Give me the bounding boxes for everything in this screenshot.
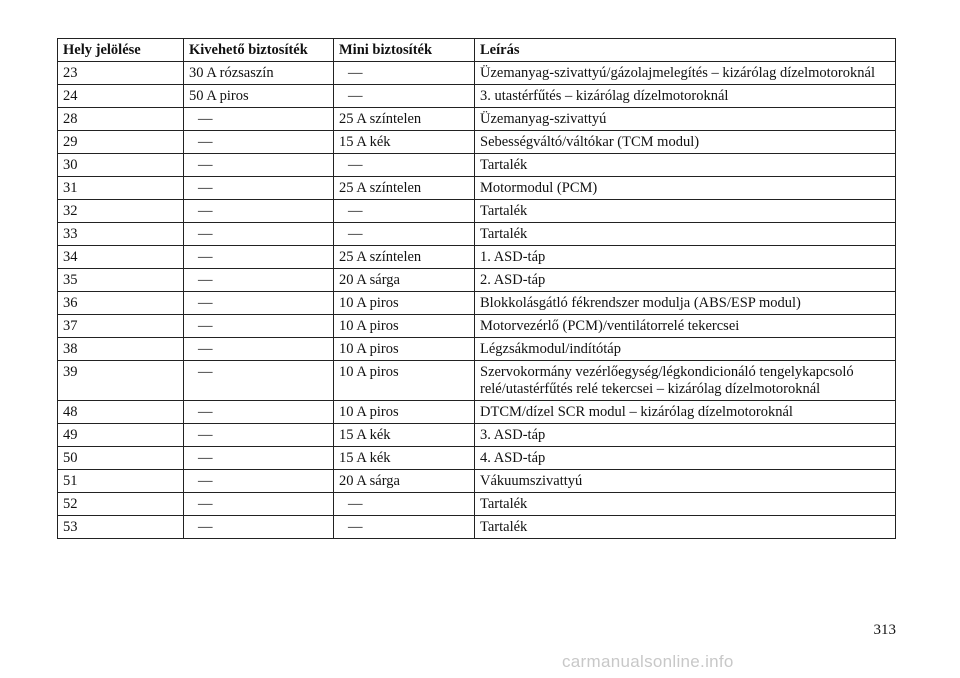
cartridge-fuse-cell: —	[184, 108, 334, 131]
description-cell: Tartalék	[475, 493, 896, 516]
location-cell: 49	[58, 424, 184, 447]
header-location: Hely jelölése	[58, 39, 184, 62]
cartridge-fuse-cell: —	[184, 401, 334, 424]
page-number: 313	[873, 622, 896, 638]
mini-fuse-cell: —	[334, 200, 475, 223]
mini-fuse-cell: 10 A piros	[334, 315, 475, 338]
mini-fuse-cell: —	[334, 223, 475, 246]
cartridge-fuse-cell: —	[184, 200, 334, 223]
location-cell: 29	[58, 131, 184, 154]
description-cell: Szervokormány vezérlőegység/légkondicionáló tengelykapcsoló relé/utastérfűtés relé tekercsei – kizárólag dízelmotoroknál	[475, 361, 896, 401]
location-cell: 50	[58, 447, 184, 470]
table-row	[58, 200, 896, 223]
cartridge-fuse-cell: —	[184, 516, 334, 539]
mini-fuse-cell: 10 A piros	[334, 338, 475, 361]
mini-fuse-cell: —	[334, 62, 475, 85]
mini-fuse-cell: 25 A színtelen	[334, 177, 475, 200]
mini-fuse-cell: —	[334, 85, 475, 108]
location-cell: 23	[58, 62, 184, 85]
mini-fuse-cell: 20 A sárga	[334, 269, 475, 292]
table-row	[58, 269, 896, 292]
mini-fuse-cell: 15 A kék	[334, 131, 475, 154]
cartridge-fuse-cell: —	[184, 154, 334, 177]
mini-fuse-cell: 10 A piros	[334, 292, 475, 315]
table-row	[58, 338, 896, 361]
description-cell: 2. ASD-táp	[475, 269, 896, 292]
description-cell: Tartalék	[475, 516, 896, 539]
description-cell: 3. ASD-táp	[475, 424, 896, 447]
header-cartridge-fuse: Kivehető biztosíték	[184, 39, 334, 62]
table-row	[58, 292, 896, 315]
table-row	[58, 401, 896, 424]
location-cell: 53	[58, 516, 184, 539]
table-row	[58, 223, 896, 246]
cartridge-fuse-cell: —	[184, 246, 334, 269]
location-cell: 52	[58, 493, 184, 516]
location-cell: 36	[58, 292, 184, 315]
header-mini-fuse: Mini biztosíték	[334, 39, 475, 62]
cartridge-fuse-cell: —	[184, 315, 334, 338]
mini-fuse-cell: —	[334, 154, 475, 177]
table-row	[58, 62, 896, 85]
table-body	[58, 62, 896, 539]
location-cell: 35	[58, 269, 184, 292]
location-cell: 30	[58, 154, 184, 177]
description-cell: Tartalék	[475, 200, 896, 223]
description-cell: 3. utastérfűtés – kizárólag dízelmotoroknál	[475, 85, 896, 108]
description-cell: 1. ASD-táp	[475, 246, 896, 269]
table-row	[58, 131, 896, 154]
mini-fuse-cell: —	[334, 516, 475, 539]
location-cell: 38	[58, 338, 184, 361]
location-cell: 32	[58, 200, 184, 223]
mini-fuse-cell: 25 A színtelen	[334, 108, 475, 131]
cartridge-fuse-cell: —	[184, 361, 334, 401]
table-row	[58, 315, 896, 338]
description-cell: Légzsákmodul/indítótáp	[475, 338, 896, 361]
table-row	[58, 424, 896, 447]
cartridge-fuse-cell: —	[184, 292, 334, 315]
description-cell: Blokkolásgátló fékrendszer modulja (ABS/ESP modul)	[475, 292, 896, 315]
cartridge-fuse-cell: —	[184, 269, 334, 292]
table-row	[58, 108, 896, 131]
cartridge-fuse-cell: —	[184, 424, 334, 447]
mini-fuse-cell: 15 A kék	[334, 424, 475, 447]
table-row	[58, 177, 896, 200]
cartridge-fuse-cell: —	[184, 470, 334, 493]
description-cell: Vákuumszivattyú	[475, 470, 896, 493]
cartridge-fuse-cell: —	[184, 493, 334, 516]
cartridge-fuse-cell: —	[184, 131, 334, 154]
header-description: Leírás	[475, 39, 896, 62]
table-row	[58, 154, 896, 177]
mini-fuse-cell: —	[334, 493, 475, 516]
location-cell: 33	[58, 223, 184, 246]
location-cell: 39	[58, 361, 184, 401]
cartridge-fuse-cell: 30 A rózsaszín	[184, 62, 334, 85]
cartridge-fuse-cell: —	[184, 223, 334, 246]
location-cell: 24	[58, 85, 184, 108]
description-cell: DTCM/dízel SCR modul – kizárólag dízelmotoroknál	[475, 401, 896, 424]
location-cell: 48	[58, 401, 184, 424]
location-cell: 51	[58, 470, 184, 493]
table-row	[58, 246, 896, 269]
description-cell: Motorvezérlő (PCM)/ventilátorrelé tekercsei	[475, 315, 896, 338]
table-row	[58, 447, 896, 470]
table-row	[58, 493, 896, 516]
description-cell: 4. ASD-táp	[475, 447, 896, 470]
description-cell: Tartalék	[475, 223, 896, 246]
table-row	[58, 85, 896, 108]
fuse-table	[57, 38, 896, 539]
cartridge-fuse-cell: —	[184, 338, 334, 361]
description-cell: Üzemanyag-szivattyú	[475, 108, 896, 131]
description-cell: Motormodul (PCM)	[475, 177, 896, 200]
table-row	[58, 361, 896, 401]
table-header-row	[58, 39, 896, 62]
table-row	[58, 470, 896, 493]
mini-fuse-cell: 25 A színtelen	[334, 246, 475, 269]
table-row	[58, 516, 896, 539]
cartridge-fuse-cell: —	[184, 177, 334, 200]
description-cell: Üzemanyag-szivattyú/gázolajmelegítés – kizárólag dízelmotoroknál	[475, 62, 896, 85]
location-cell: 34	[58, 246, 184, 269]
cartridge-fuse-cell: 50 A piros	[184, 85, 334, 108]
description-cell: Sebességváltó/váltókar (TCM modul)	[475, 131, 896, 154]
cartridge-fuse-cell: —	[184, 447, 334, 470]
mini-fuse-cell: 15 A kék	[334, 447, 475, 470]
location-cell: 28	[58, 108, 184, 131]
description-cell: Tartalék	[475, 154, 896, 177]
watermark: carmanualsonline.info	[562, 652, 734, 671]
mini-fuse-cell: 20 A sárga	[334, 470, 475, 493]
mini-fuse-cell: 10 A piros	[334, 361, 475, 401]
location-cell: 31	[58, 177, 184, 200]
location-cell: 37	[58, 315, 184, 338]
mini-fuse-cell: 10 A piros	[334, 401, 475, 424]
